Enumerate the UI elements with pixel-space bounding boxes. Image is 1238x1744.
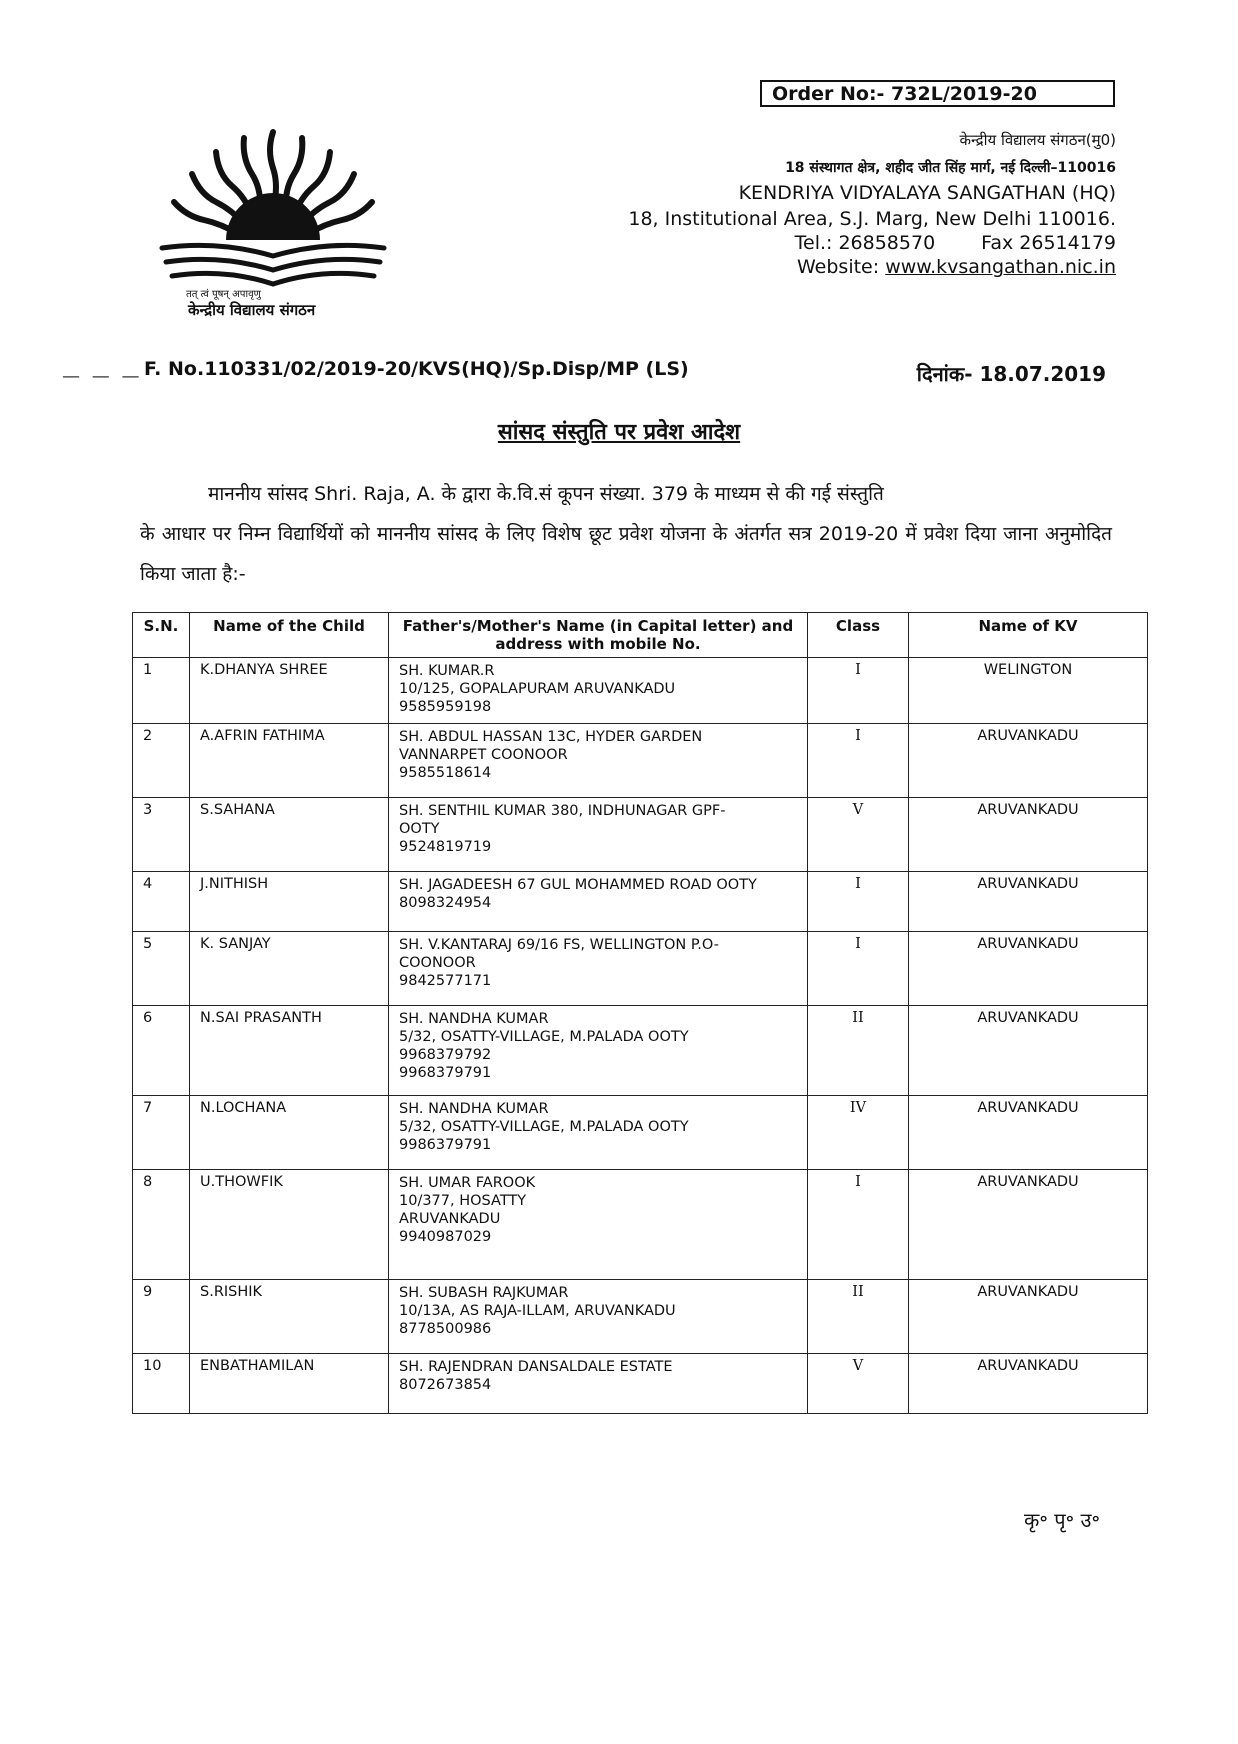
header-english-org: KENDRIYA VIDYALAYA SANGATHAN (HQ) (738, 182, 1116, 204)
address-line: SH. UMAR FAROOK (399, 1175, 536, 1191)
row-parent-address (389, 1280, 808, 1354)
row-sn: 9 (133, 1280, 190, 1354)
address-line: VANNARPET COONOOR (399, 747, 568, 763)
table-row (133, 872, 1148, 932)
order-paragraph (140, 474, 1112, 594)
row-child-name: K. SANJAY (190, 932, 389, 1006)
order-date: दिनांक- 18.07.2019 (916, 362, 1106, 386)
address-line: SH. SENTHIL KUMAR 380, INDHUNAGAR GPF- (399, 803, 726, 819)
row-kv-name: ARUVANKADU (909, 872, 1148, 932)
row-parent-address (389, 1170, 808, 1280)
order-number-box (760, 80, 1115, 107)
table-header-row (133, 613, 1148, 658)
table-row (133, 724, 1148, 798)
row-kv-name: ARUVANKADU (909, 1354, 1148, 1414)
address-line: 9968379791 (399, 1065, 492, 1081)
header-kv: Name of KV (909, 613, 1148, 658)
row-class: I (808, 658, 909, 724)
address-line: 10/13A, AS RAJA-ILLAM, ARUVANKADU (399, 1303, 676, 1319)
address-line: 8778500986 (399, 1321, 492, 1337)
document-title-text: सांसद संस्तुति पर प्रवेश आदेश (497, 420, 741, 445)
address-line: 5/32, OSATTY-VILLAGE, M.PALADA OOTY (399, 1029, 689, 1045)
table-body (133, 658, 1148, 1414)
header-sn: S.N. (133, 613, 190, 658)
row-child-name: A.AFRIN FATHIMA (190, 724, 389, 798)
header-child: Name of the Child (190, 613, 389, 658)
table-row (133, 798, 1148, 872)
header-website (797, 256, 1116, 278)
address-line: SH. JAGADEESH 67 GUL MOHAMMED ROAD OOTY (399, 877, 757, 893)
row-parent-address (389, 724, 808, 798)
table-row (133, 932, 1148, 1006)
paragraph-line-1: माननीय सांसद Shri. Raja, A. के द्वारा के.वि.सं कूपन संख्या. 379 के माध्यम से की गई संस्तुति (208, 483, 884, 505)
row-parent-address (389, 872, 808, 932)
row-sn: 8 (133, 1170, 190, 1280)
table-row (133, 658, 1148, 724)
row-child-name: S.RISHIK (190, 1280, 389, 1354)
row-class: I (808, 724, 909, 798)
address-line: 9940987029 (399, 1229, 492, 1245)
row-parent-address (389, 1096, 808, 1170)
header-english-address: 18, Institutional Area, S.J. Marg, New Delhi 110016. (628, 208, 1116, 230)
header-hindi-address: 18 संस्थागत क्षेत्र, शहीद जीत सिंह मार्ग, नई दिल्ली–110016 (785, 160, 1116, 176)
row-kv-name: ARUVANKADU (909, 1096, 1148, 1170)
address-line: 9524819719 (399, 839, 492, 855)
header-fax: Fax 26514179 (981, 232, 1116, 254)
address-line: SH. V.KANTARAJ 69/16 FS, WELLINGTON P.O- (399, 937, 719, 953)
address-line: 10/125, GOPALAPURAM ARUVANKADU (399, 681, 676, 697)
row-kv-name: ARUVANKADU (909, 1006, 1148, 1096)
address-line: 9585959198 (399, 699, 492, 715)
address-line: SH. ABDUL HASSAN 13C, HYDER GARDEN (399, 729, 703, 745)
row-sn: 3 (133, 798, 190, 872)
row-parent-address (389, 658, 808, 724)
row-kv-name: ARUVANKADU (909, 724, 1148, 798)
row-class: V (808, 798, 909, 872)
row-kv-name: WELINGTON (909, 658, 1148, 724)
row-child-name: J.NITHISH (190, 872, 389, 932)
address-line: 10/377, HOSATTY (399, 1193, 527, 1209)
row-sn: 1 (133, 658, 190, 724)
row-class: I (808, 872, 909, 932)
row-kv-name: ARUVANKADU (909, 932, 1148, 1006)
kvs-logo-icon (148, 122, 398, 292)
address-line: SH. NANDHA KUMAR (399, 1101, 549, 1117)
row-child-name: N.LOCHANA (190, 1096, 389, 1170)
admission-table (132, 612, 1148, 1414)
order-number: Order No:- 732L/2019-20 (772, 83, 1037, 105)
address-line: SH. SUBASH RAJKUMAR (399, 1285, 569, 1301)
address-line: 8098324954 (399, 895, 492, 911)
row-sn: 2 (133, 724, 190, 798)
row-child-name: K.DHANYA SHREE (190, 658, 389, 724)
row-parent-address (389, 1006, 808, 1096)
paragraph-line-2: के आधार पर निम्न विद्यार्थियों को माननीय सांसद के लिए विशेष छूट प्रवेश योजना के अंतर्गत सत्र 2019-20 (140, 523, 899, 545)
please-turn-over: कृ॰ पृ॰ उ॰ (1024, 1508, 1100, 1532)
address-line: SH. KUMAR.R (399, 663, 495, 679)
file-number: F. No.110331/02/2019-20/KVS(HQ)/Sp.Disp/MP (LS) (144, 358, 689, 380)
row-class: I (808, 932, 909, 1006)
paragraph-line-3: में प्रवेश दिया जाना अनुमोदित किया जाता है:- (140, 523, 1113, 585)
row-parent-address (389, 1354, 808, 1414)
header-parent: Father's/Mother's Name (in Capital letter) and address with mobile No. (389, 613, 808, 658)
document-title (0, 416, 1238, 446)
address-line: ARUVANKADU (399, 1211, 501, 1227)
table-row (133, 1280, 1148, 1354)
row-kv-name: ARUVANKADU (909, 1170, 1148, 1280)
logo-motto: तत् त्वं पूषन् अपावृणु (186, 289, 261, 300)
logo-org-name: केन्द्रीय विद्यालय संगठन (188, 301, 316, 319)
row-sn: 4 (133, 872, 190, 932)
row-child-name: U.THOWFIK (190, 1170, 389, 1280)
row-sn: 7 (133, 1096, 190, 1170)
row-class: V (808, 1354, 909, 1414)
address-line: 5/32, OSATTY-VILLAGE, M.PALADA OOTY (399, 1119, 689, 1135)
table-row (133, 1006, 1148, 1096)
website-label: Website: (797, 256, 880, 278)
row-class: II (808, 1280, 909, 1354)
row-child-name: ENBATHAMILAN (190, 1354, 389, 1414)
row-parent-address (389, 798, 808, 872)
row-parent-address (389, 932, 808, 1006)
address-line: 9585518614 (399, 765, 492, 781)
row-sn: 5 (133, 932, 190, 1006)
header-class: Class (808, 613, 909, 658)
website-link[interactable]: www.kvsangathan.nic.in (885, 256, 1116, 278)
row-child-name: S.SAHANA (190, 798, 389, 872)
header-tel: Tel.: 26858570 (794, 232, 936, 254)
margin-dashes: — — — (62, 366, 143, 387)
header-hindi-org: केन्द्रीय विद्यालय संगठन(मु0) (959, 131, 1116, 149)
address-line: 9968379792 (399, 1047, 492, 1063)
row-sn: 6 (133, 1006, 190, 1096)
address-line: SH. NANDHA KUMAR (399, 1011, 549, 1027)
address-line: SH. RAJENDRAN DANSALDALE ESTATE (399, 1359, 673, 1375)
row-class: I (808, 1170, 909, 1280)
table-row (133, 1354, 1148, 1414)
row-class: II (808, 1006, 909, 1096)
table-row (133, 1096, 1148, 1170)
header-contact (795, 232, 1116, 254)
row-child-name: N.SAI PRASANTH (190, 1006, 389, 1096)
row-class: IV (808, 1096, 909, 1170)
row-sn: 10 (133, 1354, 190, 1414)
row-kv-name: ARUVANKADU (909, 1280, 1148, 1354)
address-line: COONOOR (399, 955, 476, 971)
address-line: 8072673854 (399, 1377, 492, 1393)
address-line: OOTY (399, 821, 440, 837)
row-kv-name: ARUVANKADU (909, 798, 1148, 872)
address-line: 9842577171 (399, 973, 492, 989)
address-line: 9986379791 (399, 1137, 492, 1153)
table-row (133, 1170, 1148, 1280)
